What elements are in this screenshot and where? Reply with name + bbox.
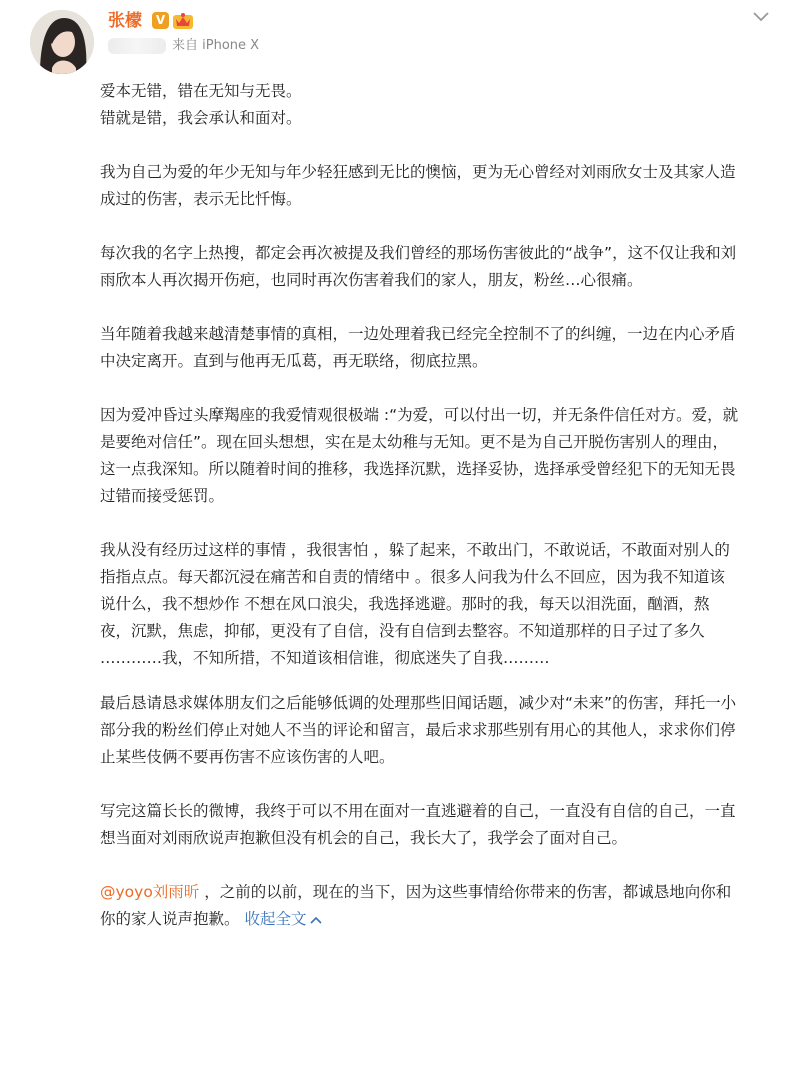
post-paragraph: 我从没有经历过这样的事情 ，我很害怕 ，躲了起来，不敢出门，不敢说话，不敢面对别人的指指点点。每天都沉浸在痛苦和自责的情绪中 。很多人问我为什么不回应，因为我不知道该说什么，我不想炒作 不想在风口浪尖，我选择逃避。那时的我，每天以泪洗面，酗酒，熬夜，沉默，焦虑，抑郁，更没有了自信，没有自信到去整容。不知道那样的日子过了多久 …………我，不知所措，不知道该相信谁，彻底迷失了自我………	[100, 541, 730, 667]
post-paragraph: 爱本无错，错在无知与无畏。 错就是错，我会承认和面对。	[100, 82, 302, 127]
chevron-down-icon[interactable]	[752, 10, 770, 24]
avatar[interactable]	[30, 10, 94, 74]
avatar-image	[30, 10, 94, 74]
post-time-blurred	[108, 38, 166, 54]
post-paragraph: 我为自己为爱的年少无知与年少轻狂感到无比的懊恼，更为无心曾经对刘雨欣女士及其家人造成过的伤害，表示无比忏悔。	[100, 163, 736, 208]
post-paragraph: 最后恳请恳求媒体朋友们之后能够低调的处理那些旧闻话题，减少对“未来”的伤害，拜托一小部分我的粉丝们停止对她人不当的评论和留言，最后求求那些别有用心的其他人，求求你们停止某些伎俩不要再伤害不应该伤害的人吧。	[100, 694, 737, 766]
collapse-link[interactable]: 收起全文	[244, 910, 307, 928]
post-paragraph: 写完这篇长长的微博，我终于可以不用在面对一直逃避着的自己，一直没有自信的自己，一直想当面对刘雨欣说声抱歉但没有机会的自己，我长大了，我学会了面对自己。	[100, 802, 736, 847]
mention-link[interactable]: @yoyo刘雨昕	[100, 883, 200, 901]
final-text: ，之前的以前，现在的当下，因为这些事情给你带来的伤害，都诚恳地向你和你的家人说声抱歉。	[100, 883, 732, 928]
chevron-up-icon[interactable]	[310, 915, 322, 925]
post-content	[100, 78, 740, 960]
post-header	[0, 0, 800, 82]
username[interactable]: 张檬	[108, 11, 142, 31]
post-final-paragraph	[100, 879, 740, 933]
post-paragraph: 每次我的名字上热搜，都定会再次被提及我们曾经的那场伤害彼此的“战争”，这不仅让我和刘雨欣本人再次揭开伤疤，也同时再次伤害着我们的家人，朋友，粉丝…心很痛。	[100, 244, 737, 289]
post-paragraph: 因为爱冲昏过头摩羯座的我爱情观很极端 :“为爱，可以付出一切，并无条件信任对方。爱，就是要绝对信任”。现在回头想想，实在是太幼稚与无知。更不是为自己开脱伤害别人的理由，这一点我深知。所以随着时间的推移，我选择沉默，选择妥协，选择承受曾经犯下的无知无畏过错而接受惩罚。	[100, 406, 739, 505]
post-paragraph: 当年随着我越来越清楚事情的真相，一边处理着我已经完全控制不了的纠缠，一边在内心矛盾中决定离开。直到与他再无瓜葛，再无联络，彻底拉黑。	[100, 325, 736, 370]
crown-member-icon	[172, 11, 194, 30]
verified-badge: V	[152, 12, 169, 29]
post-source: 来自 iPhone X	[172, 38, 260, 53]
